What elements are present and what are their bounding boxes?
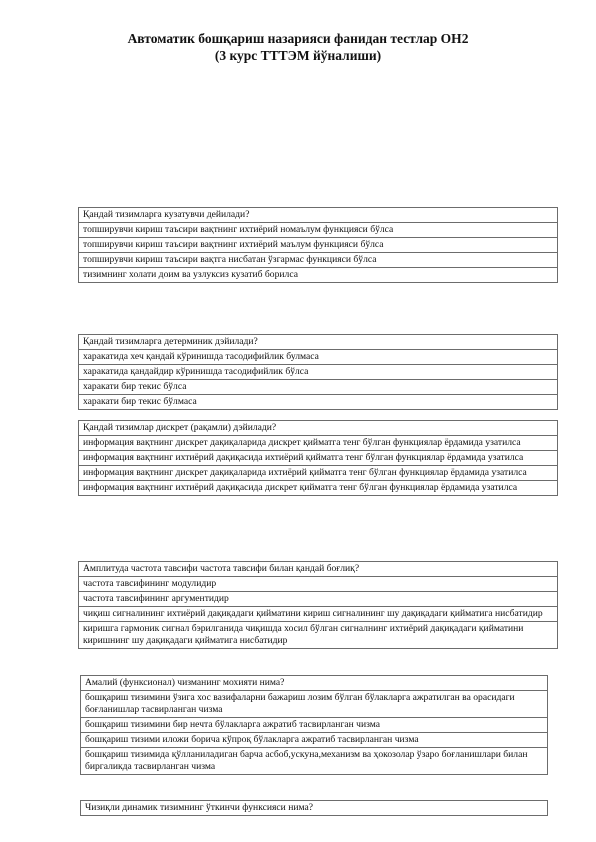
question-table-1 xyxy=(78,207,558,283)
answer-option: информация вақтнинг дискрет дақиқаларида ихтиёрий қийматга тенг бўлган функциялар ёрдамида узатилса xyxy=(79,466,558,481)
answer-option: харакатида хеч қандай кўринишда тасодифийлик булмаса xyxy=(79,350,558,365)
question-table-2 xyxy=(78,334,558,410)
answer-option: харакати бир текис бўлмаса xyxy=(79,395,558,410)
answer-option: информация вақтнинг дискрет дақиқаларида дискрет қийматга тенг бўлган функциялар ёрдамида узатилса xyxy=(79,436,558,451)
question-text: Қандай тизимлар дискрет (рақамли) дэйилади? xyxy=(79,421,558,436)
answer-option: частота тавсифининг модулидир xyxy=(79,577,558,592)
question-table-5 xyxy=(80,675,548,775)
question-table-3 xyxy=(78,420,558,496)
question-text: Амалий (функсионал) чизманинг мохияти нима? xyxy=(81,676,548,691)
question-text: Чизиқли динамик тизимнинг ўткинчи функсияси нима? xyxy=(81,801,548,816)
answer-option: бошқариш тизимини бир нечта бўлакларга ажратиб тасвирланган чизма xyxy=(81,718,548,733)
title-line-1: Автоматик бошқариш назарияси фанидан тестлар ОН2 xyxy=(127,31,469,46)
answer-option: информация вақтнинг ихтиёрий дақиқасида дискрет қийматга тенг бўлган функциялар ёрдамида узатилса xyxy=(79,481,558,496)
page-title xyxy=(0,30,596,64)
answer-option: топширувчи кириш таъсири вақтнинг ихтиёрий маълум функцияси бўлса xyxy=(79,238,558,253)
answer-option: тизимнинг холати доим ва узлуксиз кузатиб борилса xyxy=(79,268,558,283)
answer-option: частота тавсифининг аргументидир xyxy=(79,592,558,607)
question-table-4 xyxy=(78,561,558,649)
answer-option: чиқиш сигналининг ихтиёрий дақиқадаги қийматини кириш сигналининг шу дақиқадаги қийматига нисбатидир xyxy=(79,607,558,622)
question-text: Қандай тизимларга кузатувчи дейилади? xyxy=(79,208,558,223)
answer-option: информация вақтнинг ихтиёрий дақиқасида ихтиёрий қийматга тенг бўлган функциялар ёрдамида узатилса xyxy=(79,451,558,466)
answer-option: харакати бир текис бўлса xyxy=(79,380,558,395)
question-table-6 xyxy=(80,800,548,816)
answer-option: бошқариш тизимида қўлланиладиган барча асбоб,ускуна,механизм ва ҳокозолар ўзаро боғланишлари билан биргаликда тасвирланган чизма xyxy=(81,748,548,775)
title-line-2: (3 курс ТТТЭМ йўналиши) xyxy=(214,48,382,63)
answer-option: топширувчи кириш таъсири вақтнинг ихтиёрий номаълум функцияси бўлса xyxy=(79,223,558,238)
answer-option: топширувчи кириш таъсири вақтга нисбатан ўзгармас функцияси бўлса xyxy=(79,253,558,268)
answer-option: харакатида қандайдир кўринишда тасодифийлик бўлса xyxy=(79,365,558,380)
answer-option: киришга гармоник сигнал бэрилганида чиқишда хосил бўлган сигналнинг ихтиёрий дақиқадаги қийматини киришнинг шу дақиқадаги қийматига нисбатидир xyxy=(79,622,558,649)
answer-option: бошқариш тизими иложи борича кўпроқ бўлакларга ажратиб тасвирланган чизма xyxy=(81,733,548,748)
question-text: Амплитуда частота тавсифи частота тавсифи билан қандай боғлиқ? xyxy=(79,562,558,577)
question-text: Қандай тизимларга детерминик дэйилади? xyxy=(79,335,558,350)
answer-option: бошқариш тизимини ўзига хос вазифаларни бажариш лозим бўлган бўлакларга ажратилган ва орасидаги боғланишлар тасвирланган чизма xyxy=(81,691,548,718)
